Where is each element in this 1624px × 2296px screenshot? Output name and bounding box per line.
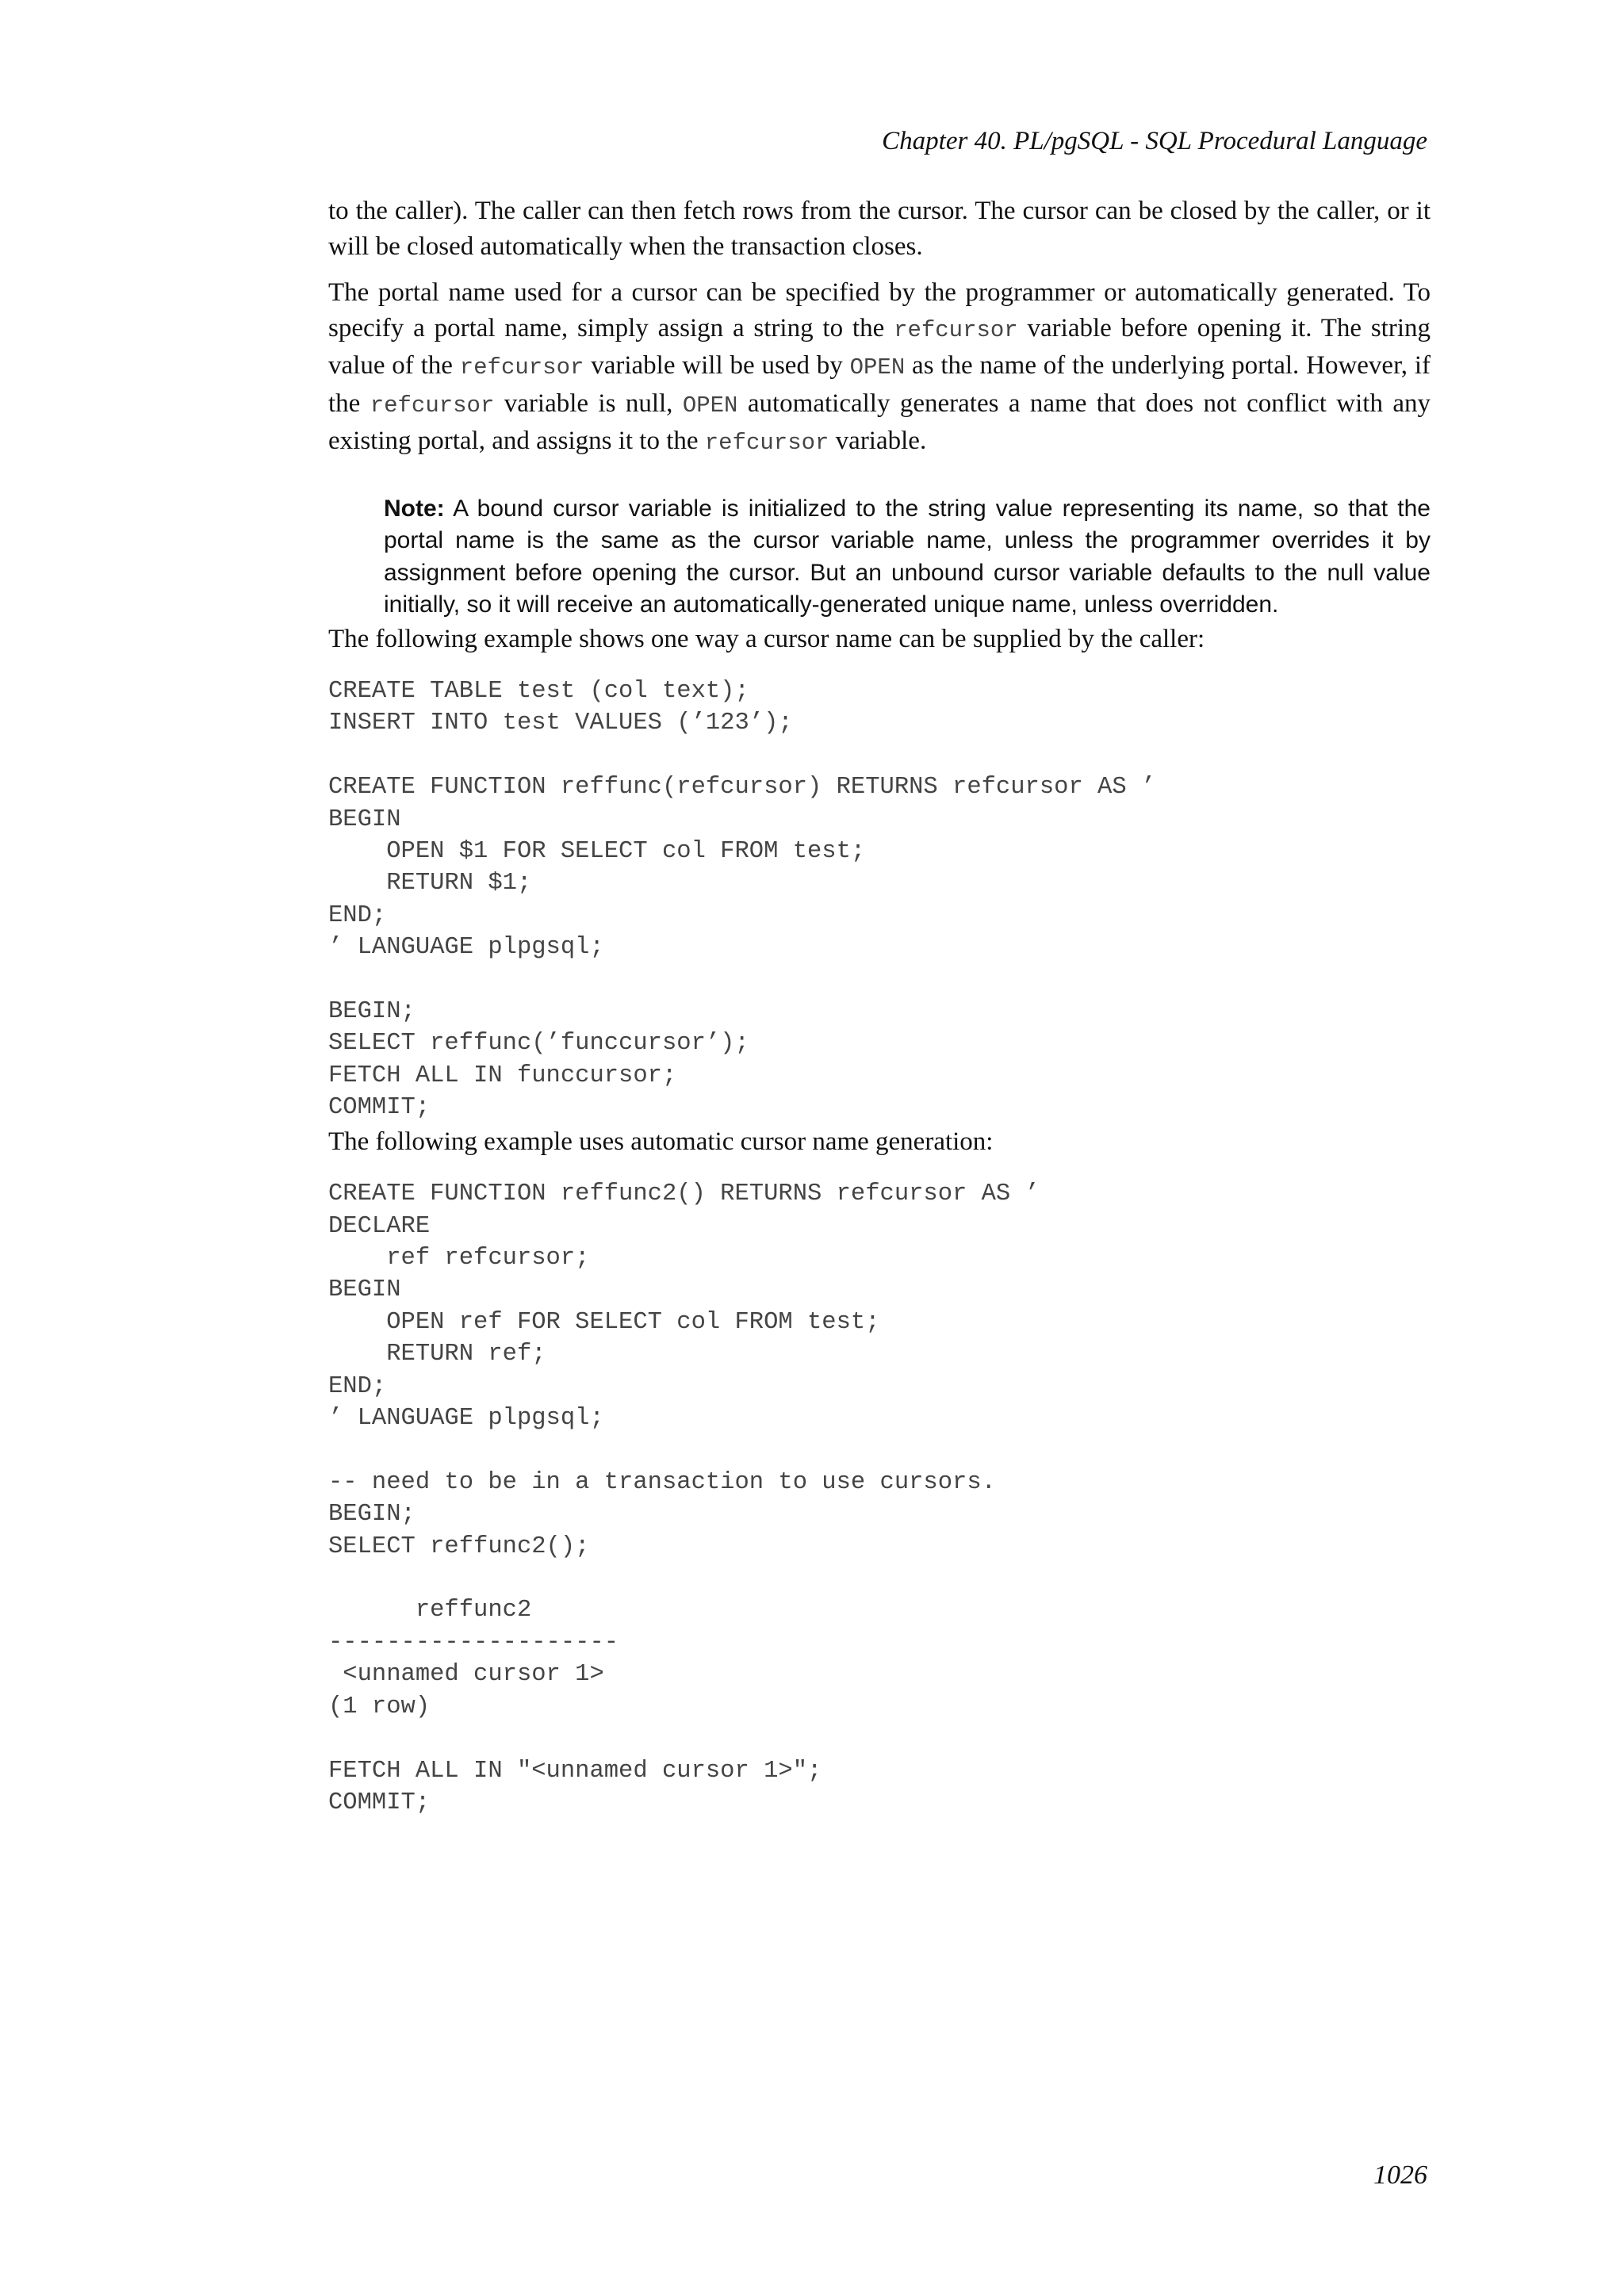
paragraph-text: automatically generates a name that does not conflict with any existing portal, and assigns it to the [328, 388, 1431, 455]
example1-intro: The following example shows one way a cursor name can be supplied by the caller: [328, 624, 1205, 653]
paragraph-text: variable is null, [494, 388, 683, 418]
note-label: Note: [384, 495, 445, 522]
inline-code: refcursor [459, 354, 584, 381]
note-text: A bound cursor variable is initialized to the string value representing its name, so that the portal name is the same as the cursor variable name, unless the programmer overrides it by assignment before opening the cursor. But an unbound cursor variable defaults to the null value initially, so it will receive an automatically-generated unique name, unless overridden. [384, 495, 1431, 618]
main-content [328, 193, 1431, 1819]
example2-code-block: CREATE FUNCTION reffunc2() RETURNS refcursor AS ’ DECLARE ref refcursor; BEGIN OPEN ref FOR SELECT col FROM test; RETURN ref; END; ’ LANGUAGE plpgsql; -- need to be in a transaction to use cursors. BEGIN; SELECT reffunc2(); reffunc2 -------------------- <unnamed cursor 1> (1 row) FETCH ALL IN "<unnamed cursor 1>"; COMMIT; [328, 1181, 1040, 1816]
paragraph-cursor-close: to the caller). The caller can then fetch rows from the cursor. The cursor can be closed by the caller, or it will be closed automatically when the transaction closes. [328, 197, 1431, 261]
paragraph-text: variable. [829, 427, 927, 455]
example2-intro: The following example uses automatic cursor name generation: [328, 1127, 994, 1156]
note-box [384, 493, 1431, 622]
paragraph-text: variable will be used by [584, 351, 850, 380]
paragraph-text: as the name of the underlying portal. However, if the [328, 351, 1431, 418]
paragraph-portal-name [328, 275, 1431, 461]
inline-code: refcursor [894, 316, 1018, 343]
inline-code: refcursor [704, 430, 829, 456]
paragraph-text: The portal name used for a cursor can be specified by the programmer or automatically generated. To specify a portal name, simply assign a string to the [328, 278, 1431, 342]
chapter-header: Chapter 40. PL/pgSQL - SQL Procedural Language [882, 127, 1427, 155]
example1-code-block: CREATE TABLE test (col text); INSERT INTO test VALUES (’123’); CREATE FUNCTION reffunc(refcursor) RETURNS refcursor AS ’ BEGIN OPEN $1 FOR SELECT col FROM test; RETURN $1; END; ’ LANGUAGE plpgsql; BEGIN; SELECT reffunc(’funccursor’); FETCH ALL IN funccursor; COMMIT; [328, 678, 1156, 1122]
inline-code: OPEN [682, 392, 738, 419]
page-number: 1026 [1373, 2160, 1427, 2190]
inline-code: OPEN [849, 354, 906, 381]
inline-code: refcursor [370, 392, 495, 419]
paragraph-text: variable before opening it. The string value of the [328, 313, 1431, 380]
